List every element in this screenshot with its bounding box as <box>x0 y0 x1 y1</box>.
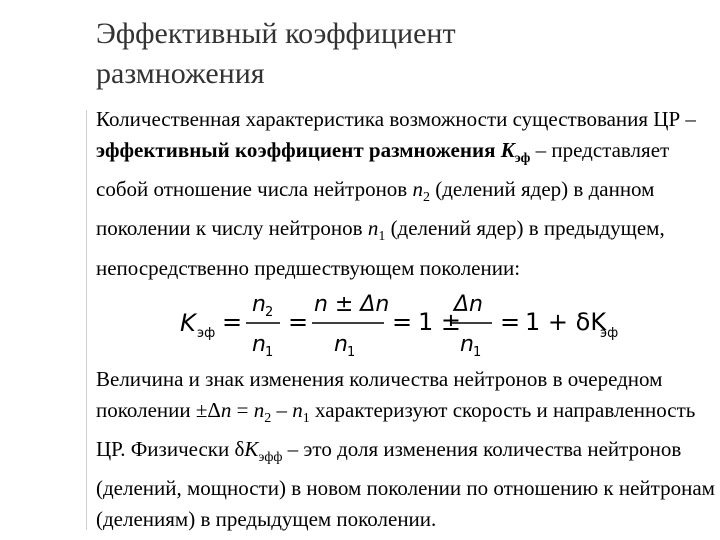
p1-text-2: – представляет собой отношение числа нейтронов <box>96 138 670 202</box>
formula-den3-sub: 1 <box>473 345 482 360</box>
p2-text-5: – это доля изменения количества нейтронов (делений, мощности) в новом поколении по отношению к нейтронам (делениям) в предыдущем поколении. <box>96 437 715 532</box>
formula-den2: n <box>334 332 348 357</box>
p1-n2-symbol: n <box>412 177 423 202</box>
p1-text-1: Количественная характеристика возможности существования ЦР – <box>96 107 696 131</box>
formula-one-pm: 1 ± <box>418 308 462 336</box>
formula-eq-2: = <box>288 308 309 336</box>
left-divider <box>86 110 87 530</box>
formula-rhs: 1 + δK <box>525 308 607 336</box>
k-eff-formula <box>180 285 620 363</box>
p1-bold-term: эффективный коэффициент размножения <box>96 138 501 162</box>
formula-num1: n <box>252 292 266 317</box>
p1-k-symbol: K <box>500 138 515 162</box>
formula-eq-3: = <box>392 308 413 336</box>
formula-num1-sub: 2 <box>265 305 274 320</box>
formula-eq-4: = <box>500 308 521 336</box>
formula-den1: n <box>252 332 266 357</box>
p2-text-1: Величина и знак изменения количества нейтронов в очередном поколении ±Δ <box>96 367 663 422</box>
p1-n2-subscript: 2 <box>422 190 430 206</box>
p1-k-subscript: эф <box>514 151 531 167</box>
p2-n2-symbol: n <box>253 398 265 422</box>
formula-lhs-sub: эф <box>197 326 216 341</box>
p1-n1-symbol: n <box>367 216 379 241</box>
p2-n1-symbol: n <box>292 398 303 422</box>
formula-rhs-sub: эф <box>600 326 619 341</box>
paragraph-definition <box>96 104 716 284</box>
p2-n-symbol: n <box>220 398 232 422</box>
p2-text-2: = <box>231 398 254 422</box>
p2-text-3: – <box>271 398 293 422</box>
p2-n1-subscript: 1 <box>302 411 310 427</box>
slide-title <box>96 14 696 94</box>
p2-text-4: характеризуют скорость и направленность ЦР. Физически δ <box>96 398 696 462</box>
formula-den1-sub: 1 <box>265 345 274 360</box>
p1-n1-subscript: 1 <box>378 229 386 245</box>
p1-text-3: (делений ядер) в данном поколении к числу нейтронов <box>96 177 655 241</box>
formula-den2-sub: 1 <box>347 345 356 360</box>
formula-num3: Δn <box>454 292 483 317</box>
title-line-1: Эффективный коэффициент <box>96 17 456 50</box>
p2-n2-subscript: 2 <box>264 411 272 427</box>
p1-text-4: (делений ядер) в предыдущем, непосредственно предшествующем поколении: <box>96 216 665 280</box>
formula-den3: n <box>460 332 474 357</box>
p2-k-symbol: K <box>244 437 259 462</box>
formula-num2: n ± Δn <box>314 292 390 317</box>
p2-k-subscript: эфф <box>258 450 283 466</box>
title-line-2: размножения <box>96 57 265 90</box>
paragraph-explanation <box>96 364 716 535</box>
formula-eq-1: = <box>222 308 243 336</box>
formula-lhs-k: K <box>180 309 196 337</box>
